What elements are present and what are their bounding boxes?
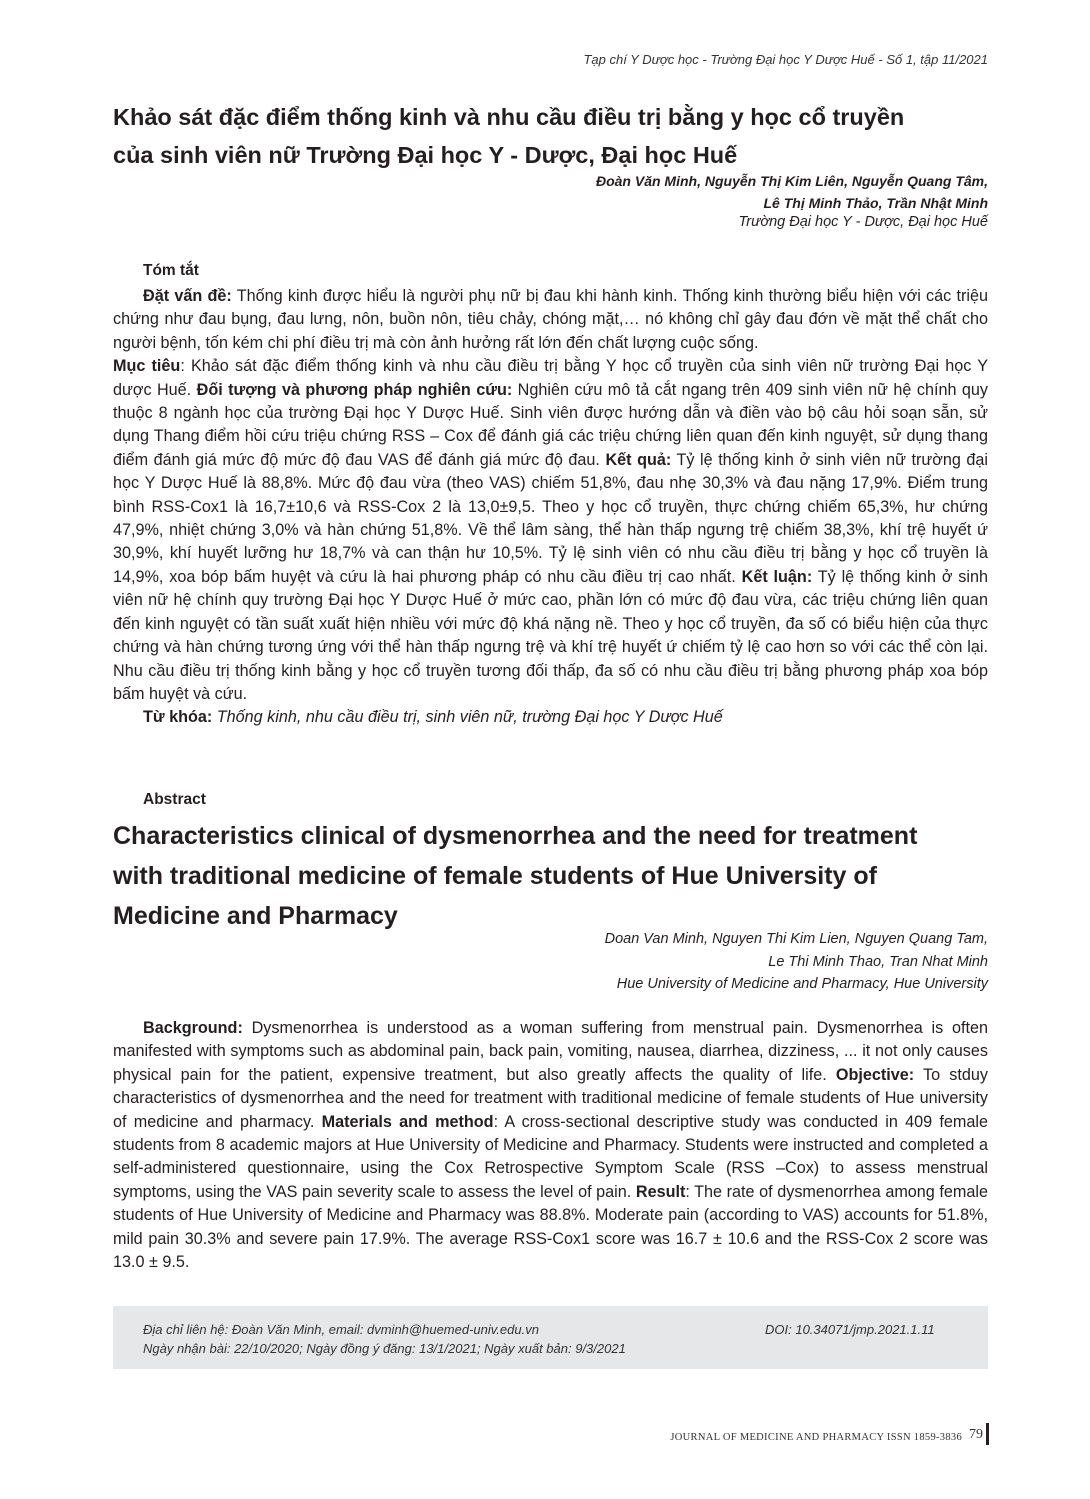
materials-label: Materials and method [321, 1112, 494, 1131]
dat-van-de-text: Thống kinh được hiểu là người phụ nữ bị đau khi hành kinh. Thống kinh thường biểu hiện với các triệu chứng như đau bụng, đau lưng, nôn, buồn nôn, tiêu chảy, chóng mặt,… nó không chỉ gây đau đớn về mặt thể chất cho người bệnh, tốn kém chi phí điều trị mà còn ảnh hưởng rất lớn đến chất lượng cuộc sống. [113, 287, 988, 352]
abstract-heading: Abstract [143, 791, 206, 808]
page-number: 79 [969, 1427, 983, 1442]
vietnamese-authors [596, 170, 988, 214]
muc-tieu-text: : Khảo sát đặc điểm thống kinh và nhu cầu điều trị bằng Y học cổ truyền của sinh viên nữ trường Đại học Y dược Huế. [113, 357, 988, 399]
background-label: Background: [143, 1019, 243, 1037]
english-title [113, 816, 993, 936]
abstract-paragraph [113, 1017, 988, 1274]
keywords-label: Từ khóa: [143, 708, 213, 727]
page-number-bar [986, 1423, 989, 1445]
english-authors [605, 928, 988, 996]
objective-text: To stduy characteristics of dysmenorrhea and the need for treatment with traditional medicine of female students of Hue university of medicine and pharmacy. [113, 1065, 988, 1131]
dat-van-de-label: Đặt vấn đề: [143, 287, 232, 305]
tomtat-paragraph [113, 285, 988, 355]
vietnamese-title-line: của sinh viên nữ Trường Đại học Y - Dược, Đại học Huế [113, 142, 738, 168]
tomtat-paragraph [113, 355, 988, 706]
background-text: Dysmenorrhea is understood as a woman suffering from menstrual pain. Dysmenorrhea is often manifested with symptoms such as abdominal pain, back pain, vomiting, nausea, diarrhea, dizziness, ... it not only causes physical pain for the patient, expensive treatment, but also greatly affects the quality of life. [113, 1019, 988, 1084]
author-line: Le Thi Minh Thao, Tran Nhat Minh [768, 953, 988, 970]
vietnamese-title [113, 98, 993, 174]
doi-tuong-label: Đối tượng và phương pháp nghiên cứu: [196, 380, 513, 399]
tomtat-heading: Tóm tắt [143, 262, 199, 279]
english-affiliation: Hue University of Medicine and Pharmacy, Hue University [616, 976, 988, 992]
english-title-line: Characteristics clinical of dysmenorrhea and the need for treatment [113, 822, 918, 850]
vietnamese-title-line: Khảo sát đặc điểm thống kinh và nhu cầu điều trị bằng y học cổ truyền [113, 104, 905, 130]
vietnamese-affiliation: Trường Đại học Y - Dược, Đại học Huế [738, 214, 988, 230]
english-title-line: Medicine and Pharmacy [113, 902, 398, 930]
materials-text: : A cross-sectional descriptive study was conducted in 409 female students from 8 academic majors at Hue University of Medicine and Pharmacy. Students were instructed and completed a self-administered questionnaire, using the Cox Retrospective Symptom Scale (RSS –Cox) to assess menstrual symptoms, using the VAS pain severity scale to assess the level of pain. [113, 1112, 988, 1201]
ket-luan-label: Kết luận: [741, 567, 813, 586]
keywords [113, 706, 988, 729]
result-text: : The rate of dysmenorrhea among female students of Hue University of Medicine and Pharmacy was 88.8%. Moderate pain (according to VAS) accounts for 51.8%, mild pain 30.3% and severe pain 17.9%. The average RSS-Cox1 score was 16.7 ± 10.6 and the RSS-Cox 2 score was 13.0 ± 9.5. [113, 1182, 988, 1272]
author-line: Lê Thị Minh Thảo, Trần Nhật Minh [763, 195, 988, 211]
ket-luan-text: Tỷ lệ thống kinh ở sinh viên nữ hệ chính quy trường Đại học Y Dược Huế ở mức cao, phần lớn có mức độ đau vừa, các triệu chứng liên quan đến kinh nguyệt có tần suất xuất hiện nhiều với mức độ khá nặng nề. Theo y học cổ truyền, đa số có biểu hiện của thực chứng và hàn chứng tương ứng với thể hàn thấp ngưng trệ và khí trệ huyết ứ chiếm tỷ lệ cao hơn so với các thể còn lại. Nhu cầu điều trị thống kinh bằng y học cổ truyền tương đối thấp, đa số có nhu cầu điều trị bằng phương pháp xoa bóp bấm huyệt và cứu. [113, 567, 988, 703]
ket-qua-label: Kết quả: [605, 450, 672, 469]
english-title-line: with traditional medicine of female students of Hue University of [113, 862, 878, 890]
abstract-body [113, 1017, 988, 1274]
correspondence-box [113, 1306, 988, 1369]
result-label: Result [635, 1182, 686, 1201]
article-dates: Ngày nhận bài: 22/10/2020; Ngày đồng ý đăng: 13/1/2021; Ngày xuất bản: 9/3/2021 [143, 1341, 626, 1356]
journal-footer: JOURNAL OF MEDICINE AND PHARMACY ISSN 1859-3836 [670, 1432, 962, 1443]
author-line: Đoàn Văn Minh, Nguyễn Thị Kim Liên, Nguyễn Quang Tâm, [595, 173, 988, 189]
muc-tieu-label: Mục tiêu [113, 357, 181, 376]
tomtat-body [113, 285, 988, 730]
doi-link[interactable]: DOI: 10.34071/jmp.2021.1.11 [765, 1322, 935, 1337]
ket-qua-text: Tỷ lệ thống kinh ở sinh viên nữ trường đại học Y Dược Huế là 88,8%. Mức độ đau vừa (theo VAS) chiếm 51,8%, đau nhẹ 30,3% và đau nặng 17,9%. Điểm trung bình RSS-Cox1 là 16,7±10,6 và RSS-Cox 2 là 13,0±9,5. Theo y học cổ truyền, thực chứng chiếm 65,3%, hư chứng 47,9%, nhiệt chứng 3,0% và hàn chứng 51,8%. Về thể lâm sàng, thể hàn thấp ngưng trệ chiếm 38,3%, khí trệ huyết ứ 30,9%, khí huyết lưỡng hư 18,7% và can thận hư 10,5%. Tỷ lệ sinh viên có nhu cầu điều trị bằng y học cổ truyền là 14,9%, xoa bóp bấm huyệt và cứu là hai phương pháp có nhu cầu điều trị cao nhất. [113, 450, 988, 586]
running-head: Tạp chí Y Dược học - Trường Đại học Y Dược Huế - Số 1, tập 11/2021 [583, 52, 988, 67]
doi-tuong-text: Nghiên cứu mô tả cắt ngang trên 409 sinh viên nữ hệ chính quy thuộc 8 ngành học của trường Đại học Y Dược Huế. Sinh viên được hướng dẫn và điền vào bộ câu hỏi soạn sẵn, sử dụng Thang điểm hồi cứu triệu chứng RSS – Cox để đánh giá các triệu chứng liên quan đến kinh nguyệt, sử dụng thang điểm đánh giá mức độ mức độ đau VAS để đánh giá mức độ đau. [113, 380, 989, 469]
keywords-text: Thống kinh, nhu cầu điều trị, sinh viên nữ, trường Đại học Y Dược Huế [212, 708, 723, 727]
author-line: Doan Van Minh, Nguyen Thi Kim Lien, Nguyen Quang Tam, [604, 931, 988, 947]
objective-label: Objective: [835, 1065, 915, 1084]
contact-address: Địa chỉ liên hệ: Đoàn Văn Minh, email: dvminh@huemed-univ.edu.vn [143, 1322, 539, 1337]
